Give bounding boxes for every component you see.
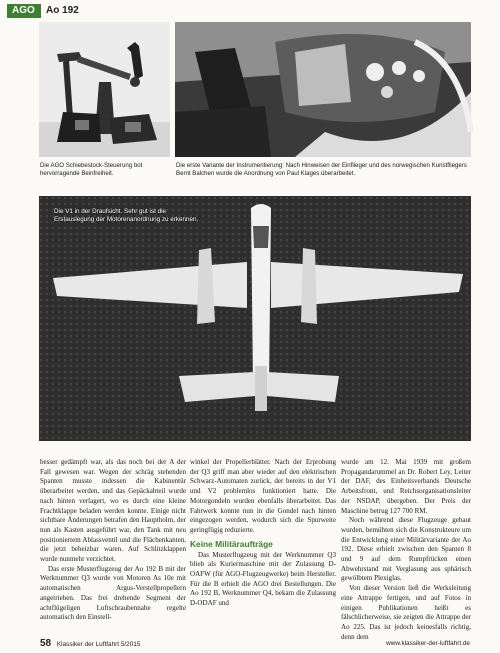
subheading: Keine Militäraufträge (190, 538, 273, 549)
text-column-3 (341, 458, 471, 641)
caption-control-stick: Die AGO Schiebestock-Steuerung bot hervorragende Beinfreiheit. (40, 162, 143, 178)
section-tag: AGO (7, 4, 41, 18)
caption-aircraft-top-view: Die V1 in der Draufsicht. Sehr gut ist die Erstauslegung der Motorenanordnung zu erkennen. (54, 208, 199, 224)
caption-cockpit: Die erste Variante der Instrumentierung: Nach Hinweisen der Einflieger und des norwegischen Kunstfliegers Bernt Balchen wurde die Anordnung von Paul Klages überarbeitet. (176, 162, 467, 178)
text-column-1 (40, 458, 186, 636)
paragraph: Noch während diese Flugzeuge gebaut wurden, bemühten sich die Konstrukteure um die Entwicklung einer Militärvariante der Ao 192. Diese erhielt zwischen den Spanten 8 und 9 auf dem Rumpfrücken einen Abwehrstand mit Verglasung aus sphärisch gewölbtem Plexiglas. (341, 516, 471, 583)
photo-cockpit (175, 22, 471, 157)
paragraph: Das erste Musterflugzeug der Ao 192 B mit der Werknummer Q3 wurde von Motoren As 10e mit automatischen Argus-Verstellpropellern angetrieben. Das frei drehende Segment der achtflügeligen Luftschraubennabe regelte automatisch den Einstell- (40, 564, 186, 622)
paragraph: besser gedämpft war, als das noch bei der A der Fall gewesen war. Wegen der schräg stehenden Spanten musste indessen die Kabinentür überarbeitet werden, und das Gepäckabteil wurde nach hinten verlagert, wo es durch eine kleine Frachtklappe beladen werden konnte. Einige nicht sichtbare Änderungen betrafen den Hauptholm, der nun als Kasten ausgeführt war, den Tank mit neu positioniertem Ablassventil und die Flächenkanten, die jetzt beheizbar waren. Auf Schlitzklappen wurde nunmehr verzichtet. (40, 458, 186, 564)
paragraph: Das Musterflugzeug mit der Werknummer Q3 blieb als Kuriermaschine mit der Zulassung D-OAFW (für AGO-Flugzeugwerke) beim Hersteller. Für die B erhielt die AGO drei Bestellungen. Die Ao 192 B, Werknummer Q4, bekam die Zulassung D-ODAF und (190, 550, 336, 608)
publication-name: Klassiker der Luftfahrt 5/2015 (56, 641, 141, 648)
footer-left (40, 638, 140, 650)
page-number: 58 (40, 638, 52, 649)
paragraph: wurde am 12. Mai 1939 mit großem Propagandarummel an Dr. Robert Ley, Leiter der DAF, des Einheitsverbands Deutsche Arbeitsfront, und Reichsorganisationsleiter der NSDAP, übergeben. Der Preis der Maschine betrug 127 700 RM. (341, 458, 471, 515)
article-title: Ao 192 (46, 5, 79, 16)
paragraph: Von dieser Version ließ die Werksleitung eine Attrappe fertigen, und auf Fotos in einigen Publikationen heißt es fälschlicherweise, sie zeigten die Attrappe der Ao 225. Das ist jedoch keinesfalls richtig, denn dem (341, 584, 471, 641)
photo-aircraft-top-view (39, 196, 471, 441)
text-column-2 (190, 458, 336, 636)
footer-url[interactable]: www.klassiker-der-luftfahrt.de (386, 640, 470, 647)
photo-control-stick (39, 22, 170, 157)
paragraph: winkel der Propellerblätter. Nach der Erprobung der Q3 griff man aber wieder auf den elektrischen Schwarz-Automaten zurück, der bereits in der V1 und V2 problemlos funktioniert hatte. Die Motorgondeln wurden ebenfalls überarbeitet. Das Fahrwerk konnte nun in die Gondel nach hinten eingezogen werden, wodurch sich die Spurweite geringfügig reduzierte. (190, 458, 336, 534)
